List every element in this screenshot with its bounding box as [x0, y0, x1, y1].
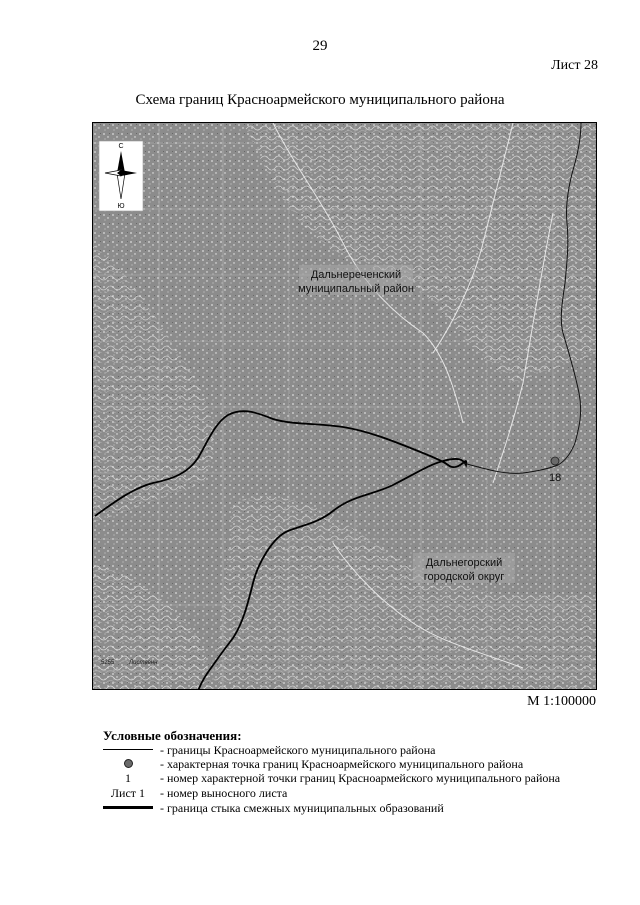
page-number: 29: [312, 38, 328, 54]
map-scale: М 1:100000: [527, 694, 596, 709]
legend-item-point: [103, 757, 613, 771]
map-title: Схема границ Красноармейского муниципального района: [135, 92, 505, 108]
compass-north-label: С: [118, 143, 124, 150]
legend-item-point-number: [103, 771, 613, 785]
legend-text: - характерная точка границ Красноармейского муниципального района: [160, 757, 524, 771]
district-label-line2: муниципальный район: [298, 283, 414, 295]
characteristic-point-18: [551, 457, 559, 465]
district-label-line1: Дальнереченский: [310, 269, 402, 281]
okrug-label-line1: Дальнегорский: [425, 557, 503, 569]
map-small-label-elevation: 5255: [101, 660, 115, 666]
legend-symbol-number: 1: [125, 771, 131, 785]
compass-south-label: Ю: [117, 203, 125, 210]
legend-title: Условные обозначения:: [103, 728, 242, 743]
topographic-map[interactable]: [92, 122, 597, 690]
okrug-label-line2: городской округ: [423, 571, 505, 583]
legend-symbol-sheet: Лист 1: [110, 786, 146, 800]
legend-text: - номер характерной точки границ Красноармейского муниципального района: [160, 771, 561, 785]
compass-rose: [99, 141, 143, 211]
legend-text: - границы Красноармейского муниципального района: [160, 743, 436, 757]
legend-symbol-line: [103, 743, 153, 757]
legend-symbol-thick-line: [103, 801, 153, 815]
legend-item-boundary: [103, 743, 613, 757]
map-small-label-place: Лиственн: [129, 660, 158, 666]
map-canvas: [93, 123, 597, 690]
legend-item-sheet: [103, 786, 613, 800]
sheet-label: Лист 28: [551, 58, 598, 73]
point-number-label: 18: [549, 472, 562, 484]
legend-text: - номер выносного листа: [160, 786, 288, 800]
legend-symbol-dot: [103, 757, 153, 771]
legend-text: - граница стыка смежных муниципальных образований: [160, 801, 444, 815]
legend-item-junction: [103, 801, 613, 815]
